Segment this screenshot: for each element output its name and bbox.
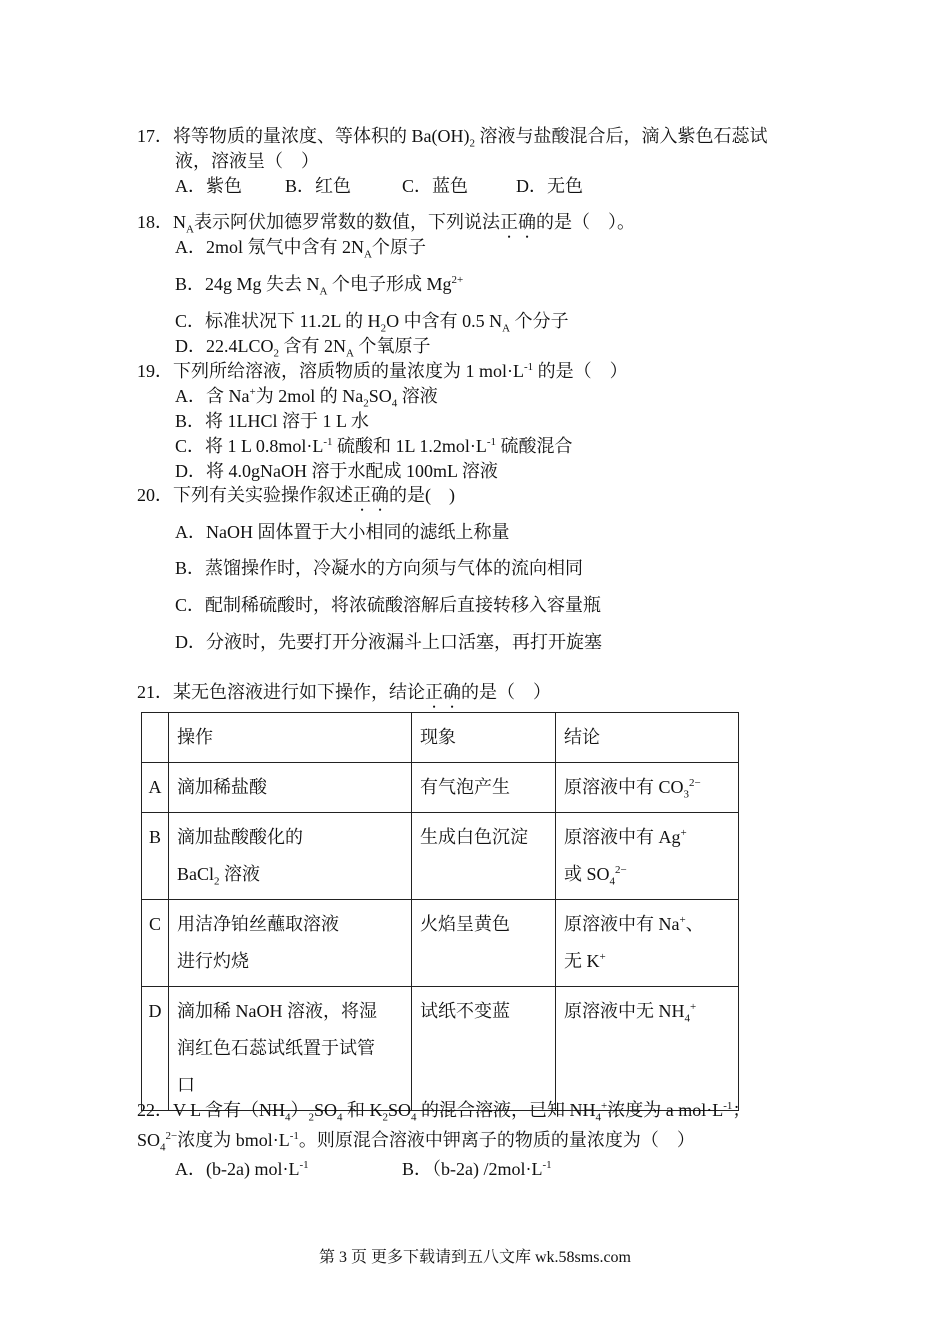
q22-option-a: A．(b-2a) $mol\cdot L^{-1}$ xyxy=(175,1159,309,1179)
emphasis-correct: 正确 xyxy=(499,212,536,232)
table-header-blank xyxy=(142,713,169,763)
row-operation: 滴加稀 NaOH 溶液，将湿 润红色石蕊试纸置于试管 口 xyxy=(169,987,412,1111)
table-row xyxy=(142,987,739,1111)
row-phenomenon: 有气泡产生 xyxy=(412,763,556,813)
row-label: B xyxy=(142,813,169,900)
q20-stem: 20．下列有关实验操作叙述正确的是( ) xyxy=(137,485,455,505)
row-label: C xyxy=(142,900,169,987)
q22-stem-line2: $SO_4^{2-}$浓度为 $bmol\cdot L^{-1}$。则原混合溶液中钾离子的物质的量浓度为（ ） xyxy=(137,1130,695,1154)
q19-option-c: C．将 1 L $0.8mol\cdot L^{-1}$ 硫酸和 1L $1.2mol\cdot L^{-1}$ 硫酸混合 xyxy=(175,436,573,456)
q18-option-a: A．2mol 氖气中含有 $2N_A$个原子 xyxy=(175,237,426,261)
row-label: A xyxy=(142,763,169,813)
q20-option-c: C．配制稀硫酸时，将浓硫酸溶解后直接转移入容量瓶 xyxy=(175,595,602,615)
row-conclusion: 原溶液中有 Na+、 无 K+ xyxy=(556,900,739,987)
q17-option-a: A．紫色 xyxy=(175,176,242,196)
q19-stem: 19．下列所给溶液，溶质物质的量浓度为 1 $mol\cdot L^{-1}$ 的是（ ） xyxy=(137,361,628,381)
q18-stem: 18．$N_A$表示阿伏加德罗常数的数值，下列说法正确的是（ ）。 xyxy=(137,212,635,236)
table-header: 现象 xyxy=(412,713,556,763)
row-conclusion: 原溶液中无 $NH_4^+$ xyxy=(556,987,739,1111)
table-header: 操作 xyxy=(169,713,412,763)
q21-table xyxy=(141,712,739,1111)
q17-stem: 17．将等物质的量浓度、等体积的 $Ba(OH)_2$ 溶液与盐酸混合后，滴入紫色石蕊试 xyxy=(137,126,768,150)
table-row xyxy=(142,900,739,987)
page-footer: 第 3 页 更多下载请到五八文库 wk.58sms.com xyxy=(318,1249,631,1266)
q17-option-d: D．无色 xyxy=(516,176,583,196)
table-row xyxy=(142,763,739,813)
q17-option-b: B．红色 xyxy=(285,176,352,196)
q19-option-d: D．将 4.0gNaOH 溶于水配成 100mL 溶液 xyxy=(175,461,498,481)
table-row xyxy=(142,813,739,900)
row-operation: 滴加稀盐酸 xyxy=(169,763,412,813)
q19-option-a: A．含 Na+为 2mol 的 $Na_2SO_4$ 溶液 xyxy=(175,386,438,410)
q18-option-b: B．24g Mg 失去 $N_A$ 个电子形成 $Mg^{2+}$ xyxy=(175,274,464,298)
q22-stem: 22．V L 含有$(NH_4)_2SO_4$ 和 $K_2SO_4$ 的混合溶液，已知 $NH_4^+$浓度为 a $mol\cdot L^{-1}$； xyxy=(137,1100,751,1124)
q19-option-b: B．将 1LHCl 溶于 1 L 水 xyxy=(175,411,369,431)
q17-stem-line2: 液，溶液呈（ ） xyxy=(175,151,319,171)
row-conclusion: 原溶液中有 Ag+ 或 $SO_4^{2-}$ xyxy=(556,813,739,900)
row-operation: 滴加盐酸酸化的 BaCl$_2$ 溶液 xyxy=(169,813,412,900)
row-operation: 用洁净铂丝蘸取溶液 进行灼烧 xyxy=(169,900,412,987)
table-header-row xyxy=(142,713,739,763)
row-label: D xyxy=(142,987,169,1111)
row-phenomenon: 试纸不变蓝 xyxy=(412,987,556,1111)
q18-option-d: D．$22.4LCO_2$ 含有 $2N_A$ 个氧原子 xyxy=(175,336,431,360)
emphasis-correct: 正确 xyxy=(425,682,461,702)
q22-option-b: B．（b-2a) $/2mol\cdot L^{-1}$ xyxy=(402,1159,552,1179)
table-header: 结论 xyxy=(556,713,739,763)
q20-option-d: D．分液时，先要打开分液漏斗上口活塞，再打开旋塞 xyxy=(175,632,602,652)
q20-option-a: A．NaOH 固体置于大小相同的滤纸上称量 xyxy=(175,522,510,542)
row-conclusion: 原溶液中有 $CO_3^{2-}$ xyxy=(556,763,739,813)
q18-option-c: C．标准状况下 11.2L 的 $H_2O$ 中含有 0.5 $N_A$ 个分子 xyxy=(175,311,569,335)
emphasis-correct: 正确 xyxy=(353,485,389,505)
q20-option-b: B．蒸馏操作时，冷凝水的方向须与气体的流向相同 xyxy=(175,558,584,578)
row-phenomenon: 火焰呈黄色 xyxy=(412,900,556,987)
q17-option-c: C．蓝色 xyxy=(402,176,469,196)
q21-stem: 21．某无色溶液进行如下操作，结论正确的是（ ） xyxy=(137,682,551,702)
row-phenomenon: 生成白色沉淀 xyxy=(412,813,556,900)
